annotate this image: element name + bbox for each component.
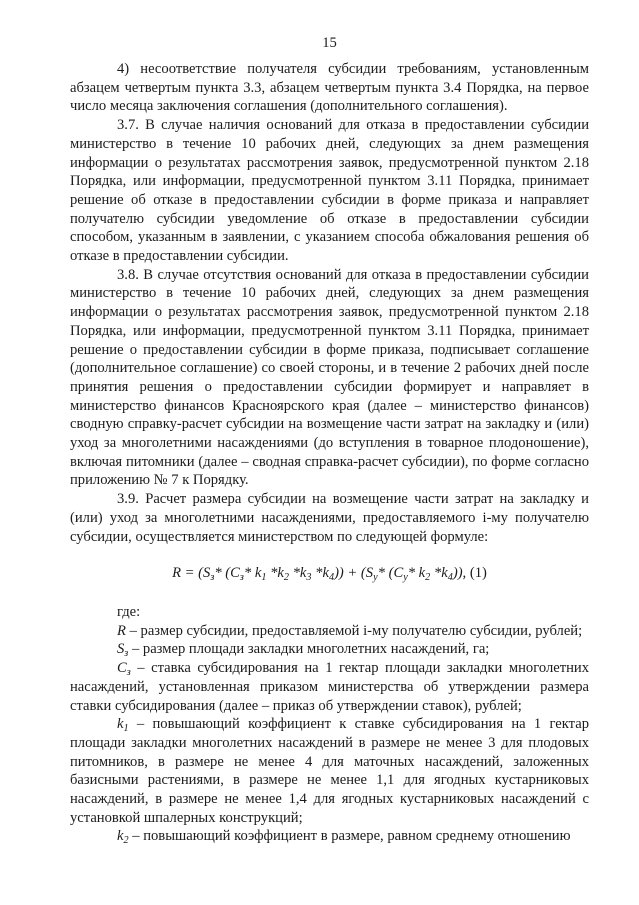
paragraph-item-4: 4) несоответствие получателя субсидии требованиям, установленным абзацем четвертым пункта 3.3, абзацем четвертым пункта 3.4 Порядка, на первое число месяца заключения соглашения (дополнительного соглашения). bbox=[70, 61, 589, 115]
definition-k2: $k_2$ – повышающий коэффициент в размере, равном среднему отношению bbox=[117, 828, 571, 847]
definition-k1: $k_1$ – повышающий коэффициент к ставке субсидирования на 1 гектар площади закладки многолетних насаждений в размере не менее 3 для плодовых питомников, в размере не менее 4 для маточных насаждений, заложенных базисными растениями, в размере не менее 1,1 для ягодных кустарниковых насаждений, в размере не менее 1,4 для ягодных кустарниковых насаждений с установкой шпалерных конструкций; bbox=[70, 716, 590, 826]
definition-r-text: – размер субсидии, предоставляемой i-му получателю субсидии, рублей; bbox=[129, 622, 583, 639]
definition-r: R – размер субсидии, предоставляемой i-му получателю субсидии, рублей; bbox=[117, 622, 583, 639]
definition-k1-text: – повышающий коэффициент к ставке субсидирования на 1 гектар площади закладки многолетних насаждений в размере не менее 3 для плодовых питомников, в размере не менее 4 для маточных насаждений, заложенных базисными растениями, в размере не менее 1,1 для ягодных кустарниковых насаждений, в размере не менее 1,4 для ягодных кустарниковых насаждений с установкой шпалерных конструкций; bbox=[70, 716, 590, 826]
definition-k2-text: – повышающий коэффициент в размере, равном среднему отношению bbox=[132, 828, 571, 845]
paragraph-3-8: 3.8. В случае отсутствия оснований для отказа в предоставлении субсидии министерство в течение 10 рабочих дней, следующих за днем размещения информации о результатах рассмотрения заявок, предусмотренной пунктом 2.18 Порядка, или информации, предусмотренной пунктом 3.11 Порядка, принимает решение о предоставлении субсидии в форме приказа, подписывает соглашение (дополнительное соглашение) со своей стороны, и в течение 2 рабочих дней после принятия решения о предоставлении субсидии формирует и направляет в министерство финансов Красноярского края (далее – министерство финансов) сводную справку-расчет субсидии на возмещение части затрат на закладку и (или) уход за многолетними насаждениями (до вступления в товарное плодоношение), включая питомники (далее – сводная справка-расчет субсидии), по форме согласно приложению № 7 к Порядку. bbox=[70, 266, 589, 489]
page-number: 15 bbox=[322, 35, 337, 51]
definition-s: $S_з$ – размер площади закладки многолетних насаждений, га; bbox=[117, 641, 490, 660]
paragraph-3-9: 3.9. Расчет размера субсидии на возмещение части затрат на закладку и (или) уход за многолетними насаждениями, предоставляемого i-му получателю субсидии, осуществляется министерством по следующей формуле: bbox=[70, 491, 589, 545]
where-label: где: bbox=[117, 603, 141, 620]
paragraph-3-7: 3.7. В случае наличия оснований для отказа в предоставлении субсидии министерство в течение 10 рабочих дней, следующих за днем размещения информации о результатах рассмотрения заявок, предусмотренной пунктом 2.18 Порядка, или информации, предусмотренной пунктом 3.11 Порядка, принимает решение об отказе в предоставлении субсидии в форме приказа и направляет получателю субсидии уведомление об отказе в предоставлении субсидии способом, указанным в заявлении, с указанием способа обжалования решения об отказе в предоставлении субсидии. bbox=[70, 117, 589, 265]
definition-s-text: – размер площади закладки многолетних насаждений, га; bbox=[131, 641, 490, 658]
definition-c: $C_з$ – ставка субсидирования на 1 гектар площади закладки многолетних насаждений, установленная приказом министерства об утверждении размера ставки субсидирования (далее – приказ об утверждении ставок), рублей; bbox=[70, 660, 589, 714]
formula-1: $R = (S_з*$ ($C_з*$ $k_1$ $*k_2$ $*k_3$ $*k_4)) + (S_у*$ ($C_у*$ $k_2$ $*k_4$)), (1) bbox=[172, 565, 487, 584]
definition-c-text: – ставка субсидирования на 1 гектар площади закладки многолетних насаждений, установленная приказом министерства об утверждении размера ставки субсидирования (далее – приказ об утверждении ставок), рублей; bbox=[70, 660, 589, 714]
